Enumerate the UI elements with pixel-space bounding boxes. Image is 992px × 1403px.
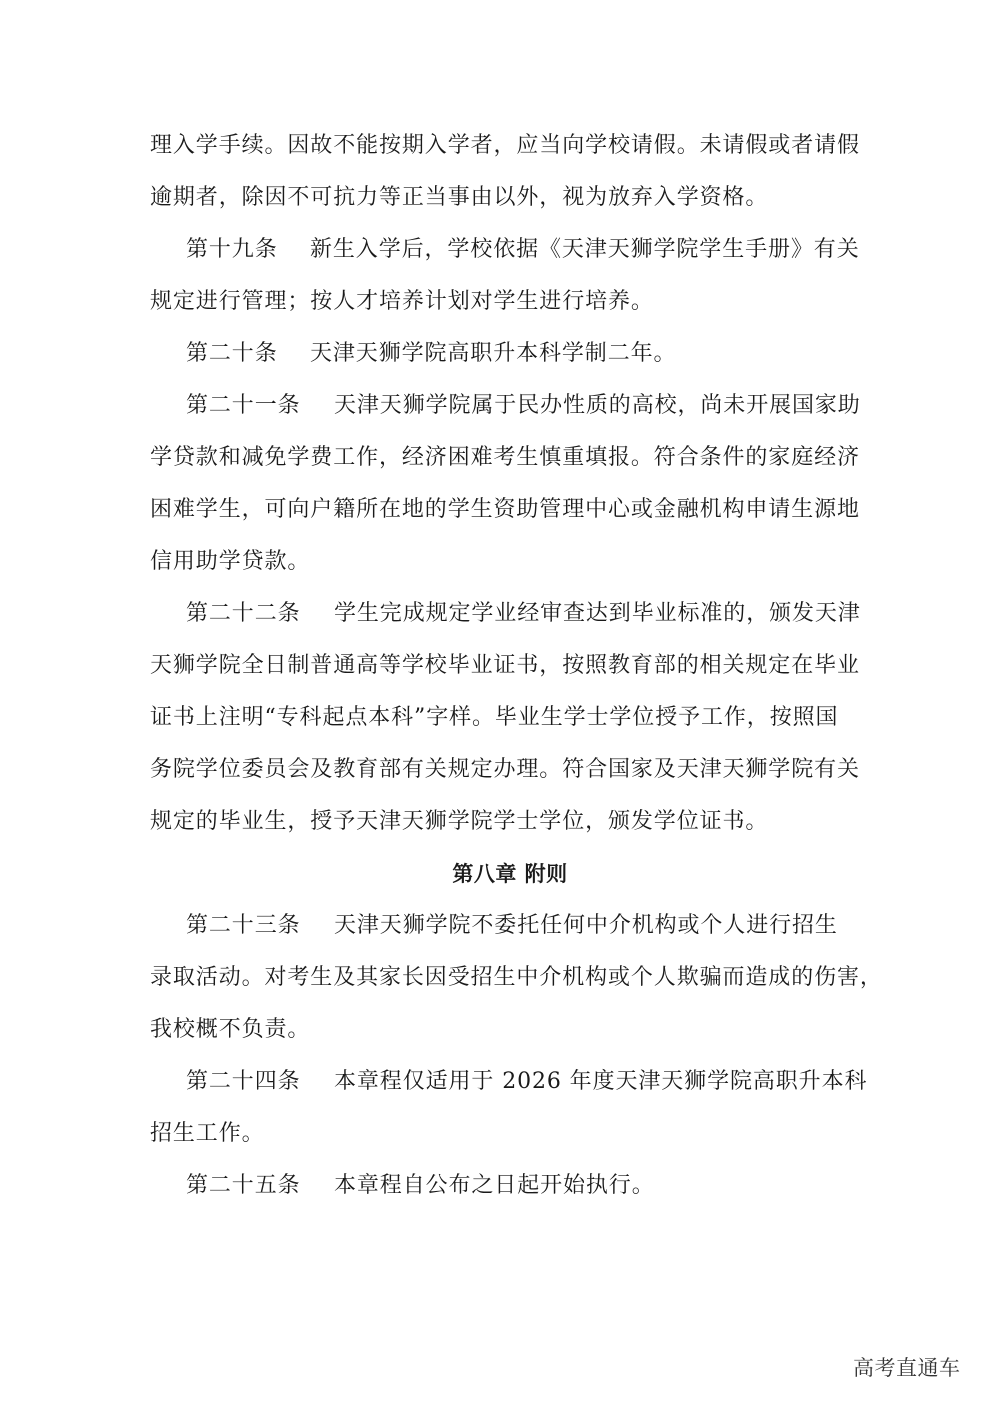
article-text: 本章程仅适用于 2026 年度天津天狮学院高职升本科 — [334, 1069, 868, 1094]
article-22 — [186, 600, 861, 628]
article-number: 第二十五条 — [186, 1173, 301, 1198]
article-text: 学生完成规定学业经审查达到毕业标准的，颁发天津 — [334, 601, 861, 626]
article-20 — [186, 340, 676, 368]
article-number: 第十九条 — [186, 237, 278, 262]
paragraph-line: 录取活动。对考生及其家长因受招生中介机构或个人欺骗而造成的伤害， — [150, 965, 883, 990]
article-number: 第二十三条 — [186, 913, 301, 938]
paragraph-line: 规定进行管理；按人才培养计划对学生进行培养。 — [150, 289, 654, 314]
article-text: 天津天狮学院属于民办性质的高校，尚未开展国家助 — [334, 393, 861, 418]
article-text: 新生入学后，学校依据《天津天狮学院学生手册》有关 — [310, 237, 860, 262]
paragraph-line: 规定的毕业生，授予天津天狮学院学士学位，颁发学位证书。 — [150, 809, 769, 834]
article-text: 本章程自公布之日起开始执行。 — [334, 1173, 655, 1198]
article-number: 第二十条 — [186, 341, 278, 366]
article-number: 第二十二条 — [186, 601, 301, 626]
article-23 — [186, 912, 838, 940]
article-24 — [186, 1068, 867, 1096]
article-text: 天津天狮学院高职升本科学制二年。 — [310, 341, 677, 366]
paragraph-line: 学贷款和减免学费工作，经济困难考生慎重填报。符合条件的家庭经济 — [150, 445, 860, 470]
paragraph-line: 信用助学贷款。 — [150, 549, 311, 574]
chapter-heading: 第八章 附则 — [452, 861, 568, 886]
article-number: 第二十一条 — [186, 393, 301, 418]
paragraph-line: 逾期者，除因不可抗力等正当事由以外，视为放弃入学资格。 — [150, 185, 769, 210]
paragraph-line: 务院学位委员会及教育部有关规定办理。符合国家及天津天狮学院有关 — [150, 757, 860, 782]
article-number: 第二十四条 — [186, 1069, 301, 1094]
article-21 — [186, 392, 861, 420]
paragraph-line: 天狮学院全日制普通高等学校毕业证书，按照教育部的相关规定在毕业 — [150, 653, 860, 678]
article-text: 天津天狮学院不委托任何中介机构或个人进行招生 — [334, 913, 838, 938]
paragraph-line: 证书上注明“专科起点本科”字样。毕业生学士学位授予工作，按照国 — [150, 705, 839, 730]
watermark-text: 高考直通车 — [853, 1356, 961, 1380]
paragraph-line: 我校概不负责。 — [150, 1017, 311, 1042]
article-25 — [186, 1172, 655, 1200]
paragraph-line: 困难学生，可向户籍所在地的学生资助管理中心或金融机构申请生源地 — [150, 497, 860, 522]
paragraph-line: 理入学手续。因故不能按期入学者，应当向学校请假。未请假或者请假 — [150, 133, 860, 158]
article-19 — [186, 236, 860, 264]
paragraph-line: 招生工作。 — [150, 1121, 265, 1146]
